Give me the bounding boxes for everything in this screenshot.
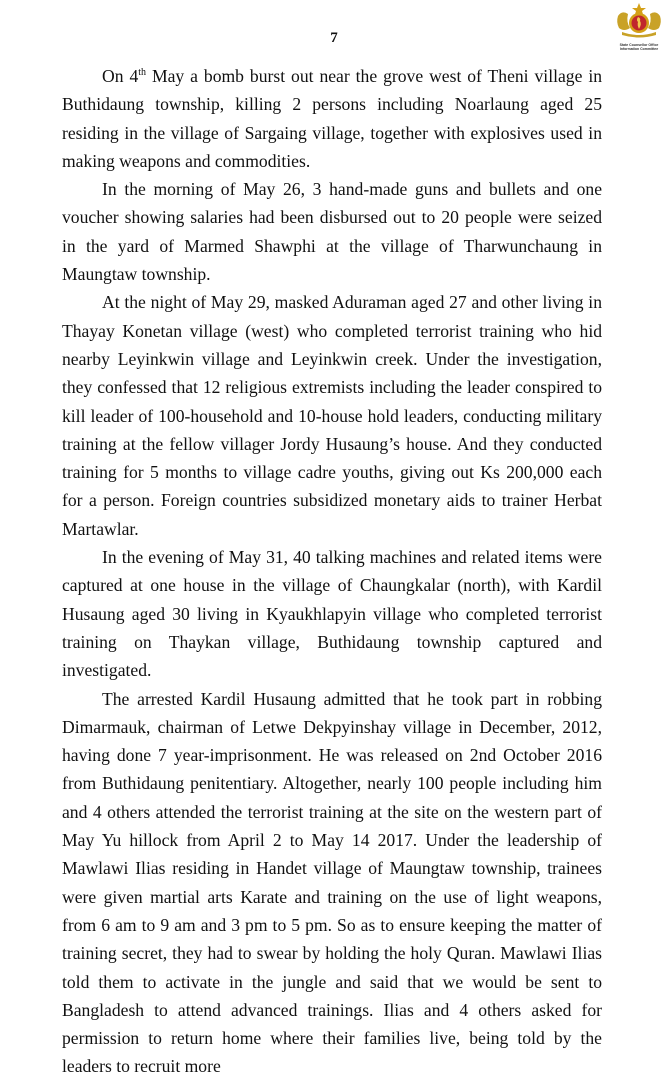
logo-caption-line2: Information Committee (619, 47, 659, 51)
paragraph-talking-machines: In the evening of May 31, 40 talking machines and related items were captured at one house in the village of Chaungkalar (north), with Kardil Husaung aged 30 living in Kyaukhlapyin village who completed terrorist training on Thaykan village, Buthidaung township captured and investigated. (62, 547, 602, 681)
paragraph-aduraman: At the night of May 29, masked Aduraman aged 27 and other living in Thayay Konetan village (west) who completed terrorist training who hid nearby Leyinkwin village and Leyinkwin creek. Under the investigation, they confessed that 12 religious extremists including the leader conspired to kill leader of 100-household and 10-house hold leaders, conducting military training at the fellow villager Jordy Husaung’s house. And they conducted training for 5 months to village cadre youths, giving out Ks 200,000 each for a person. Foreign countries subsidized monetary aids to trainer Herbat Martawlar. (62, 292, 602, 539)
paragraph-text: On 4 (102, 66, 139, 86)
paragraph-text: May a bomb burst out near the grove west of Theni village in Buthidaung township, killing 2 persons including Noarlaung aged 25 residing in the village of Sargaing village, together with explosives used in making weapons and commodities. (62, 66, 603, 171)
paragraph-kardil-husaung: The arrested Kardil Husaung admitted that he took part in robbing Dimarmauk, chairman of Letwe Dekpyinshay village in December, 2012, having done 7 year-imprisonment. He was released on 2nd October 2016 from Buthidaung penitentiary. Altogether, nearly 100 people including him and 4 others attended the terrorist training at the site on the western part of May Yu hillock from April 2 to May 14 2017. Under the leadership of Mawlawi Ilias residing in Handet village of Maungtaw township, trainees were given martial arts Karate and training on the use of light weapons, from 6 am to 9 am and 3 pm to 5 pm. So as to ensure keeping the matter of training secret, they had to swear by holding the holy Quran. Mawlawi Ilias told them to activate in the jungle and said that we would be sent to Bangladesh to attend advanced trainings. Ilias and 4 others asked for permission to return home where their families live, being told by the leaders to recruit more (62, 688, 602, 1077)
page-number: 7 (330, 30, 338, 46)
logo-caption-line1: State Counsellor Office (619, 43, 659, 47)
paragraph-guns-seized: In the morning of May 26, 3 hand-made guns and bullets and one voucher showing salaries had been disbursed out to 20 people were seized in the yard of Marmed Shawphi at the village of Tharwunchaung in Maungtaw township. (62, 179, 602, 285)
ordinal-superscript: th (138, 67, 147, 79)
document-body (62, 62, 602, 1081)
paragraph-bombing (62, 62, 602, 175)
